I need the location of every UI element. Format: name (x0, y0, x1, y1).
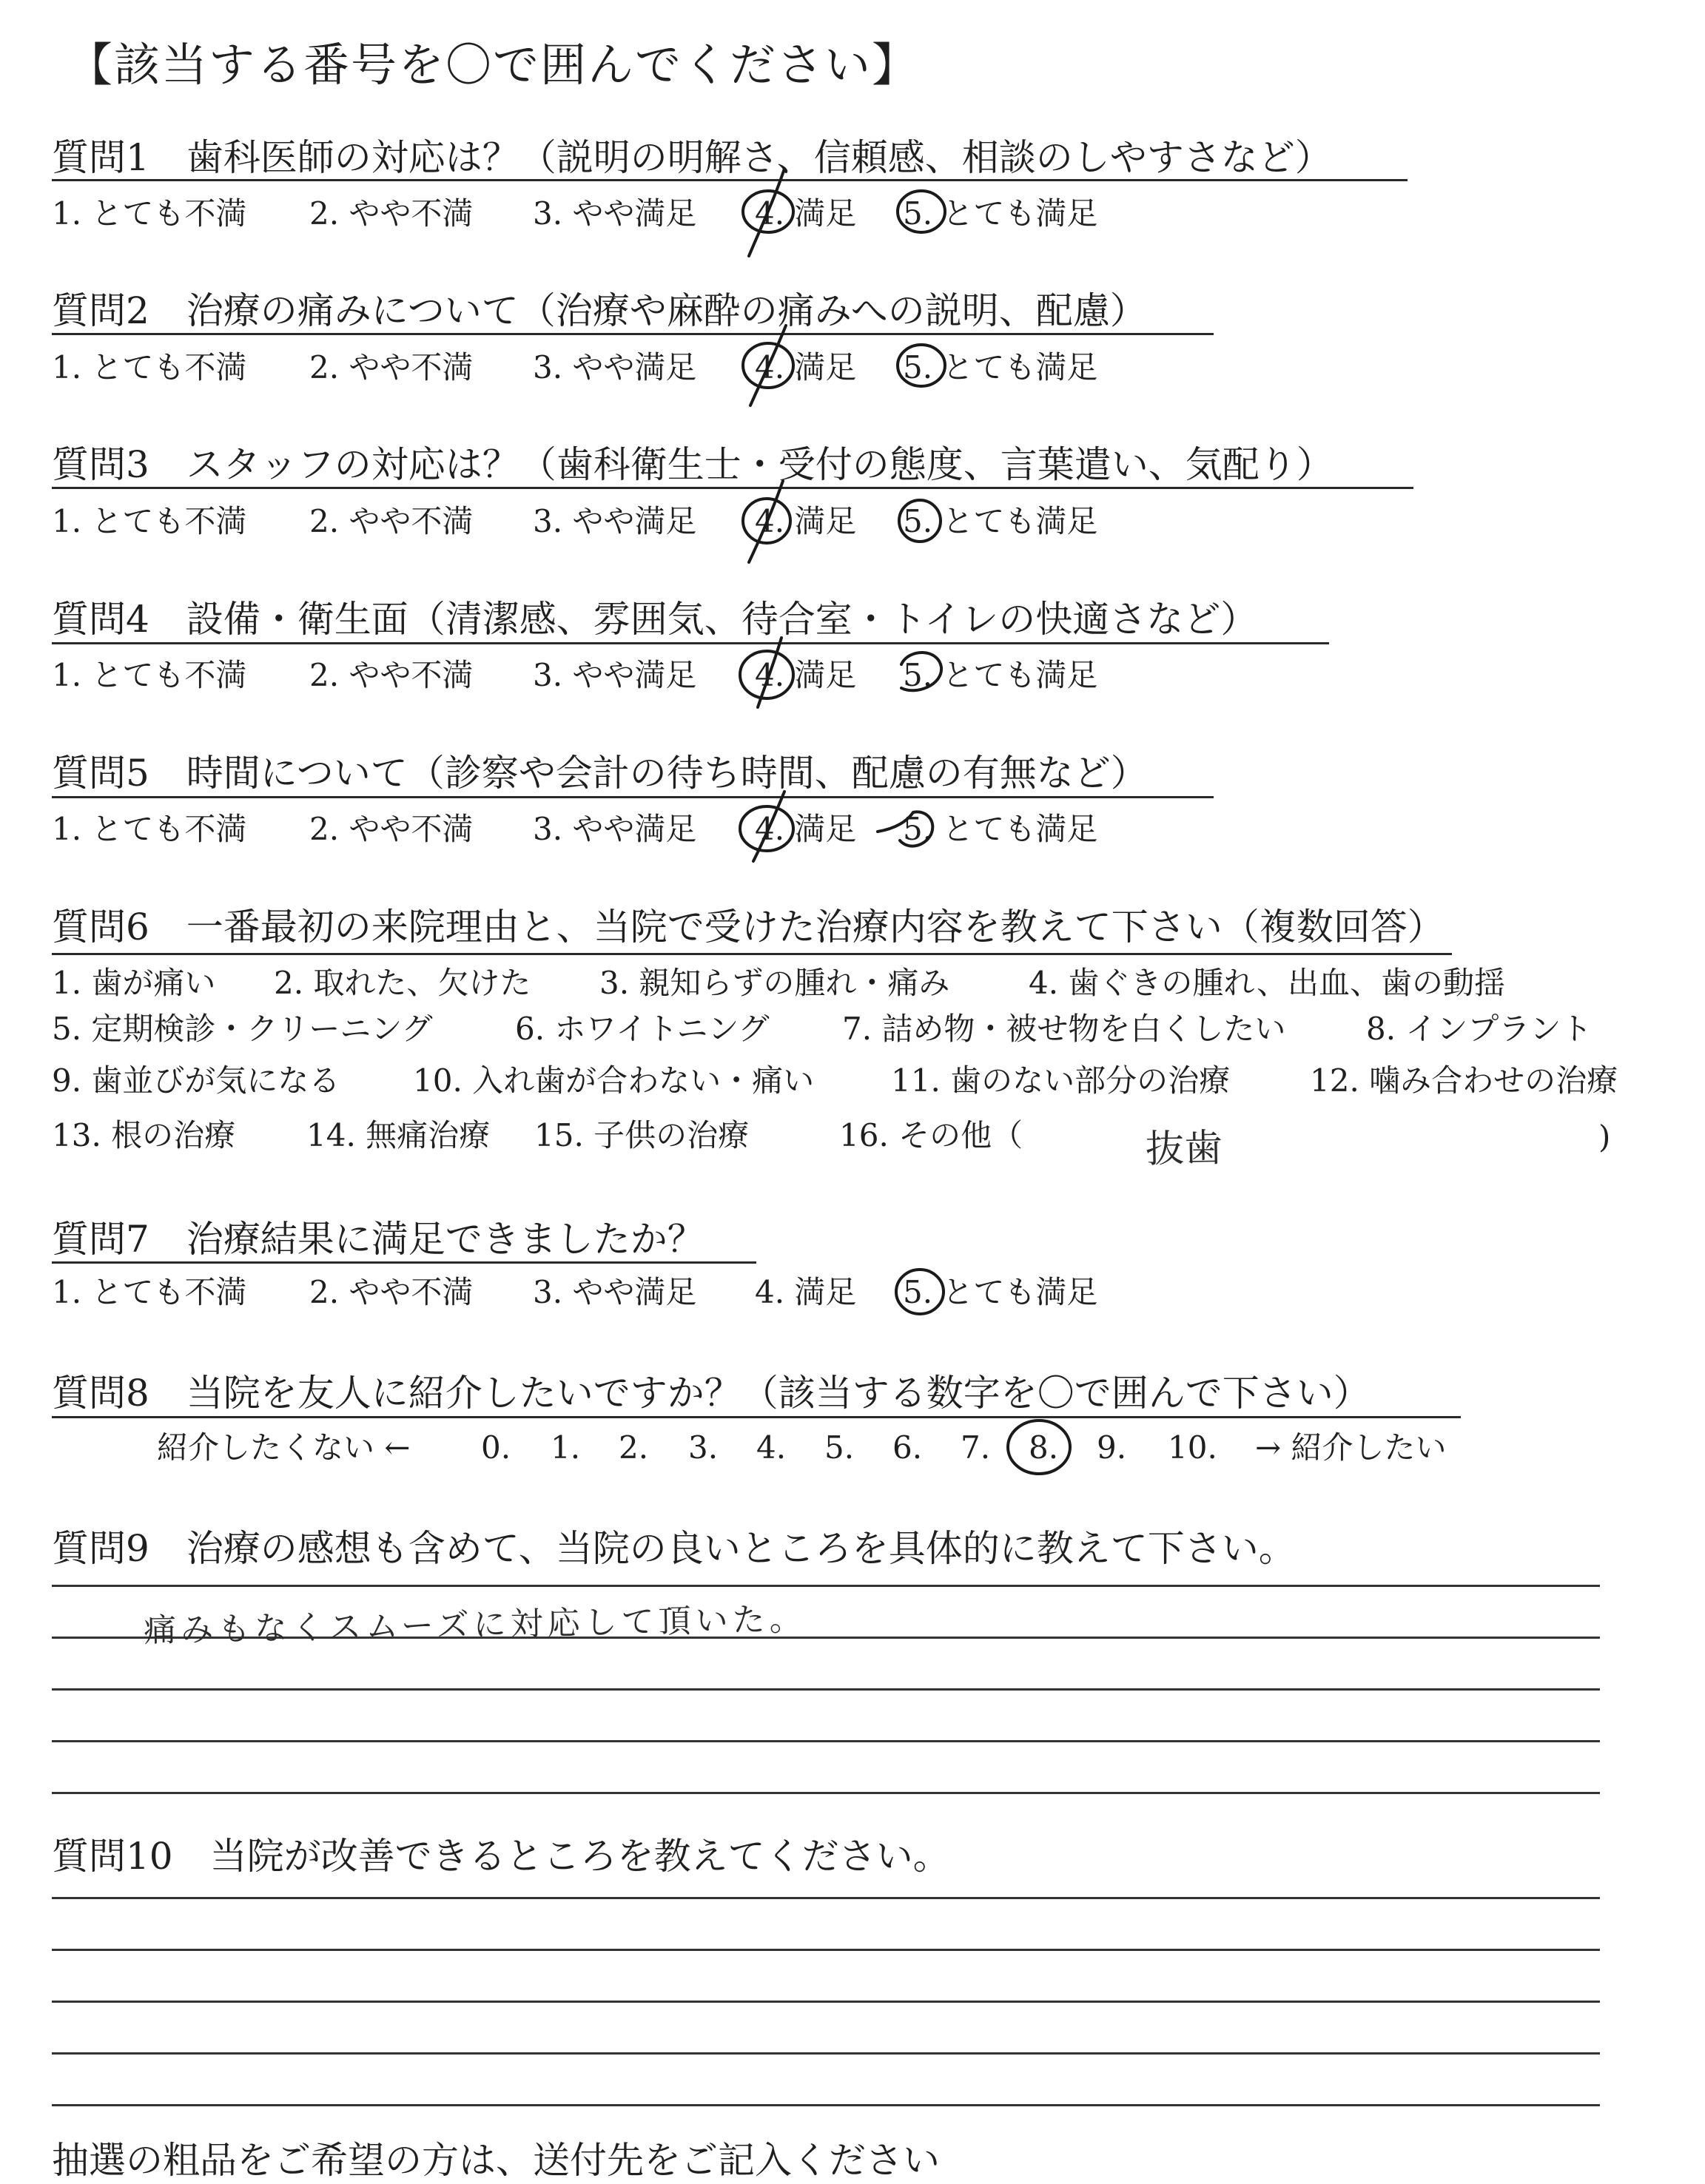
q10-answer-line-1[interactable] (52, 1897, 1600, 1899)
q8-scale-right-label: → 紹介したい (1255, 1429, 1447, 1466)
q4-option-4[interactable]: 4. 満足 (755, 657, 857, 693)
q6-option-9[interactable]: 9. 歯並びが気になる (52, 1062, 340, 1099)
q4-option-2[interactable]: 2. やや不満 (309, 657, 474, 693)
q6-option-5[interactable]: 5. 定期検診・クリーニング (52, 1011, 433, 1047)
q10-answer-line-3[interactable] (52, 2001, 1600, 2003)
q5-option-5[interactable]: 5. とても満足 (903, 811, 1098, 847)
q5-option-4[interactable]: 4. 満足 (755, 811, 857, 847)
q6-option-7[interactable]: 7. 詰め物・被せ物を白くしたい (842, 1011, 1286, 1047)
q5-option-2[interactable]: 2. やや不満 (309, 811, 474, 847)
q5-option-1[interactable]: 1. とても不満 (52, 811, 247, 847)
q8-score-7[interactable]: 7. (961, 1429, 991, 1466)
q6-underline (52, 953, 1452, 955)
q1-option-2[interactable]: 2. やや不満 (309, 195, 474, 232)
q6-other-paren-close: ) (1598, 1119, 1611, 1155)
q1-option-4[interactable]: 4. 満足 (755, 195, 857, 232)
q8-score-8[interactable]: 8. (1029, 1429, 1059, 1466)
q10-answer-line-4[interactable] (52, 2052, 1600, 2055)
q9-answer-line-4[interactable] (52, 1740, 1600, 1742)
q9-answer-line-1[interactable] (52, 1585, 1600, 1587)
q3-option-4[interactable]: 4. 満足 (755, 503, 857, 539)
q8-score-6[interactable]: 6. (892, 1429, 923, 1466)
q10-title: 質問10 当院が改善できるところを教えてください。 (52, 1835, 950, 1878)
q6-option-15[interactable]: 15. 子供の治療 (534, 1117, 750, 1153)
q7-underline (52, 1261, 756, 1264)
q7-option-3[interactable]: 3. やや満足 (533, 1274, 697, 1310)
q8-score-1[interactable]: 1. (551, 1429, 581, 1466)
q1-option-3[interactable]: 3. やや満足 (533, 195, 697, 232)
q3-option-2[interactable]: 2. やや不満 (309, 503, 474, 539)
q7-option-5[interactable]: 5. とても満足 (903, 1274, 1098, 1310)
q2-underline (52, 333, 1214, 335)
q7-title: 質問7 治療結果に満足できましたか？ (52, 1218, 704, 1261)
q7-option-1[interactable]: 1. とても不満 (52, 1274, 247, 1310)
q10-answer-line-2[interactable] (52, 1949, 1600, 1951)
q8-score-10[interactable]: 10. (1168, 1429, 1217, 1466)
q4-option-3[interactable]: 3. やや満足 (533, 657, 697, 693)
q1-option-5[interactable]: 5. とても満足 (903, 195, 1098, 232)
q6-option-1[interactable]: 1. 歯が痛い (52, 965, 216, 1001)
q6-option-2[interactable]: 2. 取れた、欠けた (274, 965, 531, 1001)
q8-title: 質問8 当院を友人に紹介したいですか？（該当する数字を〇で囲んで下さい） (52, 1372, 1371, 1415)
q8-underline (52, 1416, 1461, 1418)
q8-score-4[interactable]: 4. (756, 1429, 787, 1466)
q9-answer-line-3[interactable] (52, 1688, 1600, 1691)
q6-other-answer[interactable]: 抜歯 (1145, 1126, 1223, 1172)
q6-option-8[interactable]: 8. インプラント (1366, 1011, 1593, 1047)
q6-option-13[interactable]: 13. 根の治療 (52, 1117, 236, 1153)
q4-option-5[interactable]: 5. とても満足 (903, 657, 1098, 693)
q1-title: 質問1 歯科医師の対応は？（説明の明解さ、信頼感、相談のしやすさなど） (52, 136, 1332, 179)
q2-option-1[interactable]: 1. とても不満 (52, 349, 247, 385)
q6-option-16[interactable]: 16. その他（ (839, 1117, 1023, 1153)
q4-option-1[interactable]: 1. とても不満 (52, 657, 247, 693)
q9-answer-line-5[interactable] (52, 1792, 1600, 1794)
q2-option-5[interactable]: 5. とても満足 (903, 349, 1098, 385)
q7-option-4[interactable]: 4. 満足 (755, 1274, 857, 1310)
q3-underline (52, 487, 1413, 489)
q8-score-0[interactable]: 0. (481, 1429, 511, 1466)
survey-heading: 【該当する番号を〇で囲んでください】 (67, 38, 920, 92)
q6-option-4[interactable]: 4. 歯ぐきの腫れ、出血、歯の動揺 (1029, 965, 1505, 1001)
q4-title: 質問4 設備・衛生面（清潔感、雰囲気、待合室・トイレの快適さなど） (52, 598, 1258, 641)
q2-option-4[interactable]: 4. 満足 (755, 349, 857, 385)
q8-scale-left-label: 紹介したくない ← (157, 1429, 411, 1466)
q4-underline (52, 642, 1329, 644)
q5-title: 質問5 時間について（診察や会計の待ち時間、配慮の有無など） (52, 752, 1148, 795)
q6-option-11[interactable]: 11. 歯のない部分の治療 (891, 1062, 1231, 1099)
q8-score-9[interactable]: 9. (1097, 1429, 1127, 1466)
q5-underline (52, 796, 1214, 798)
q5-option-3[interactable]: 3. やや満足 (533, 811, 697, 847)
footer-note: 抽選の粗品をご希望の方は、送付先をご記入ください (52, 2139, 940, 2182)
q6-option-12[interactable]: 12. 噛み合わせの治療 (1310, 1062, 1618, 1099)
q1-underline (52, 179, 1408, 181)
q3-option-3[interactable]: 3. やや満足 (533, 503, 697, 539)
q2-option-2[interactable]: 2. やや不満 (309, 349, 474, 385)
q2-title: 質問2 治療の痛みについて（治療や麻酔の痛みへの説明、配慮） (52, 289, 1147, 332)
q1-option-1[interactable]: 1. とても不満 (52, 195, 247, 232)
q9-handwritten-answer[interactable]: 痛みもなくスムーズに対応して頂いた。 (143, 1600, 807, 1650)
q9-title: 質問9 治療の感想も含めて、当院の良いところを具体的に教えて下さい。 (52, 1527, 1296, 1570)
q8-score-2[interactable]: 2. (619, 1429, 649, 1466)
q2-option-3[interactable]: 3. やや満足 (533, 349, 697, 385)
q8-score-5[interactable]: 5. (824, 1429, 855, 1466)
q6-title: 質問6 一番最初の来院理由と、当院で受けた治療内容を教えて下さい（複数回答） (52, 906, 1445, 948)
q3-option-1[interactable]: 1. とても不満 (52, 503, 247, 539)
q10-answer-line-5[interactable] (52, 2104, 1600, 2106)
q8-score-3[interactable]: 3. (688, 1429, 719, 1466)
q6-option-10[interactable]: 10. 入れ歯が合わない・痛い (413, 1062, 815, 1099)
q7-option-2[interactable]: 2. やや不満 (309, 1274, 474, 1310)
q6-option-6[interactable]: 6. ホワイトニング (515, 1011, 770, 1047)
q3-option-5[interactable]: 5. とても満足 (903, 503, 1098, 539)
q3-title: 質問3 スタッフの対応は？（歯科衛生士・受付の態度、言葉遣い、気配り） (52, 443, 1334, 486)
q6-option-3[interactable]: 3. 親知らずの腫れ・痛み (599, 965, 950, 1001)
q6-option-14[interactable]: 14. 無痛治療 (306, 1117, 491, 1153)
